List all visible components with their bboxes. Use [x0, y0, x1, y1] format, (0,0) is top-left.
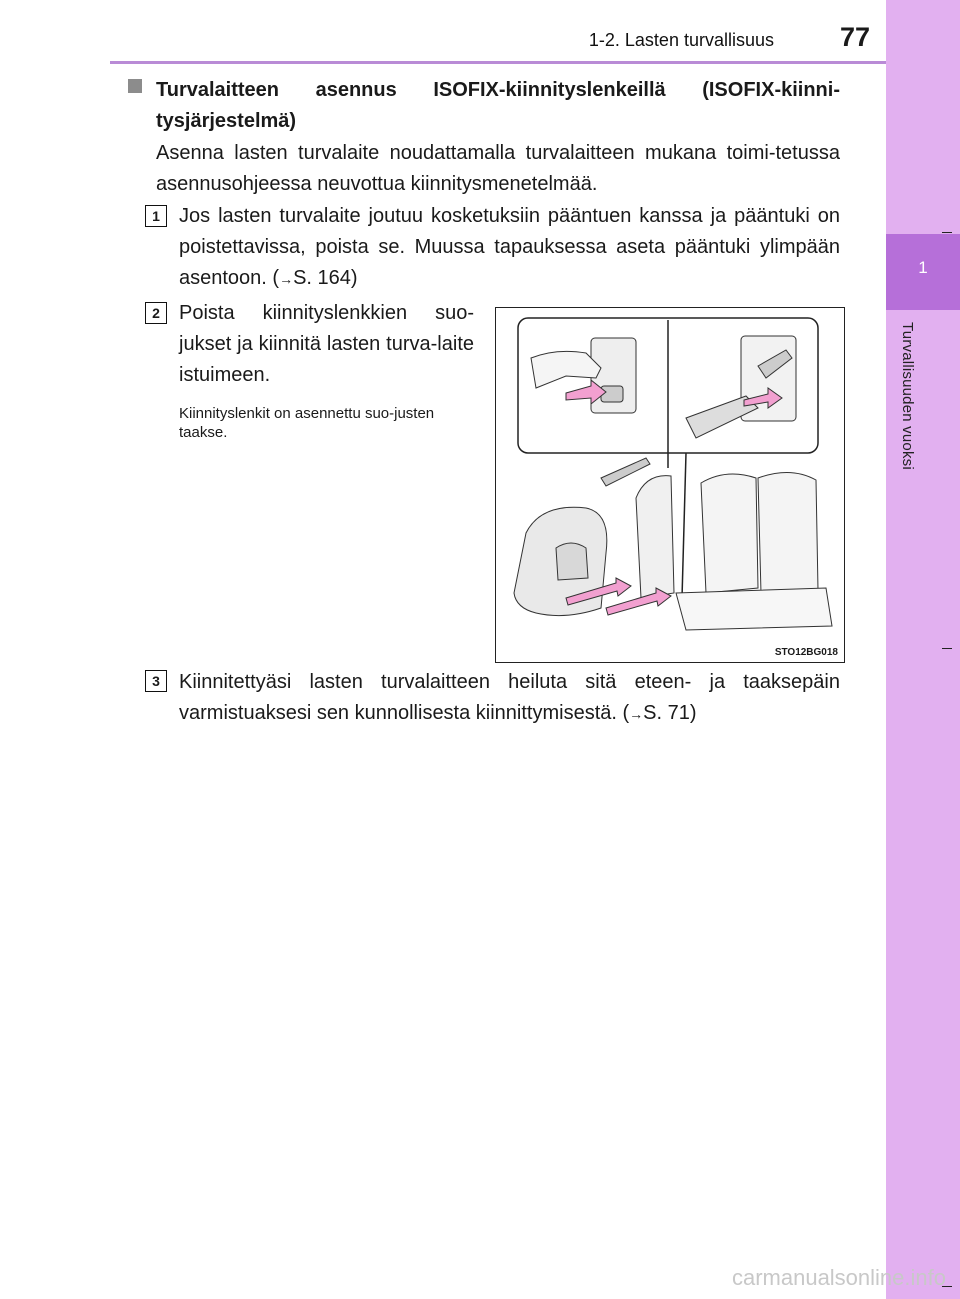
step-1-text: Jos lasten turvalaite joutuu kosketuksiin pääntuen kanssa ja pääntuki on poistettavissa, poista se. Muussa tapauksessa aseta pääntuki ylimpään asentoon. (	[179, 205, 840, 289]
reference-arrow-icon: →	[279, 271, 294, 287]
reference-arrow-icon: →	[629, 706, 644, 722]
chapter-label: Turvallisuuden vuoksi	[899, 322, 916, 470]
page-reference-link[interactable]: S. 71)	[643, 702, 697, 724]
crop-mark	[942, 648, 952, 649]
isofix-illustration	[495, 307, 845, 663]
square-bullet-icon	[128, 79, 142, 93]
step-number-badge: 1	[145, 205, 167, 227]
page-number: 77	[840, 22, 871, 52]
step-text	[179, 201, 840, 295]
step-text	[179, 667, 840, 730]
figure-code: STO12BG018	[774, 647, 838, 658]
intro-paragraph: Asenna lasten turvalaite noudattamalla turvalaitteen mukana toimi-tetussa asennusohjeessa neuvottua kiinnitysmenetelmää.	[156, 142, 840, 195]
section-heading	[128, 75, 840, 137]
page-reference-link[interactable]: S. 164)	[293, 267, 358, 289]
step-2-text: Poista kiinnityslenkkien suo-jukset ja kiinnitä lasten turva-laite istuimeen.	[179, 302, 474, 386]
step-3-text: Kiinnitettyäsi lasten turvalaitteen heiluta sitä eteen- ja taaksepäin varmistuaksesi sen kunnollisesta kiinnittymisestä. (	[179, 671, 840, 724]
isofix-diagram	[496, 308, 844, 662]
chapter-side-tab	[886, 0, 960, 1299]
step-number-badge: 2	[145, 302, 167, 324]
step-number-badge: 3	[145, 670, 167, 692]
watermark: carmanualsonline.info	[731, 1265, 946, 1290]
header-rule	[110, 61, 886, 64]
crop-mark	[942, 232, 952, 233]
heading-text: Turvalaitteen asennus ISOFIX-kiinnityslenkeillä (ISOFIX-kiinni-tysjärjestelmä)	[156, 79, 840, 132]
section-title: 1-2. Lasten turvallisuus	[588, 30, 774, 50]
chapter-number: 1	[918, 258, 928, 277]
step-2-note: Kiinnityslenkit on asennettu suo-justen taakse.	[179, 405, 435, 441]
